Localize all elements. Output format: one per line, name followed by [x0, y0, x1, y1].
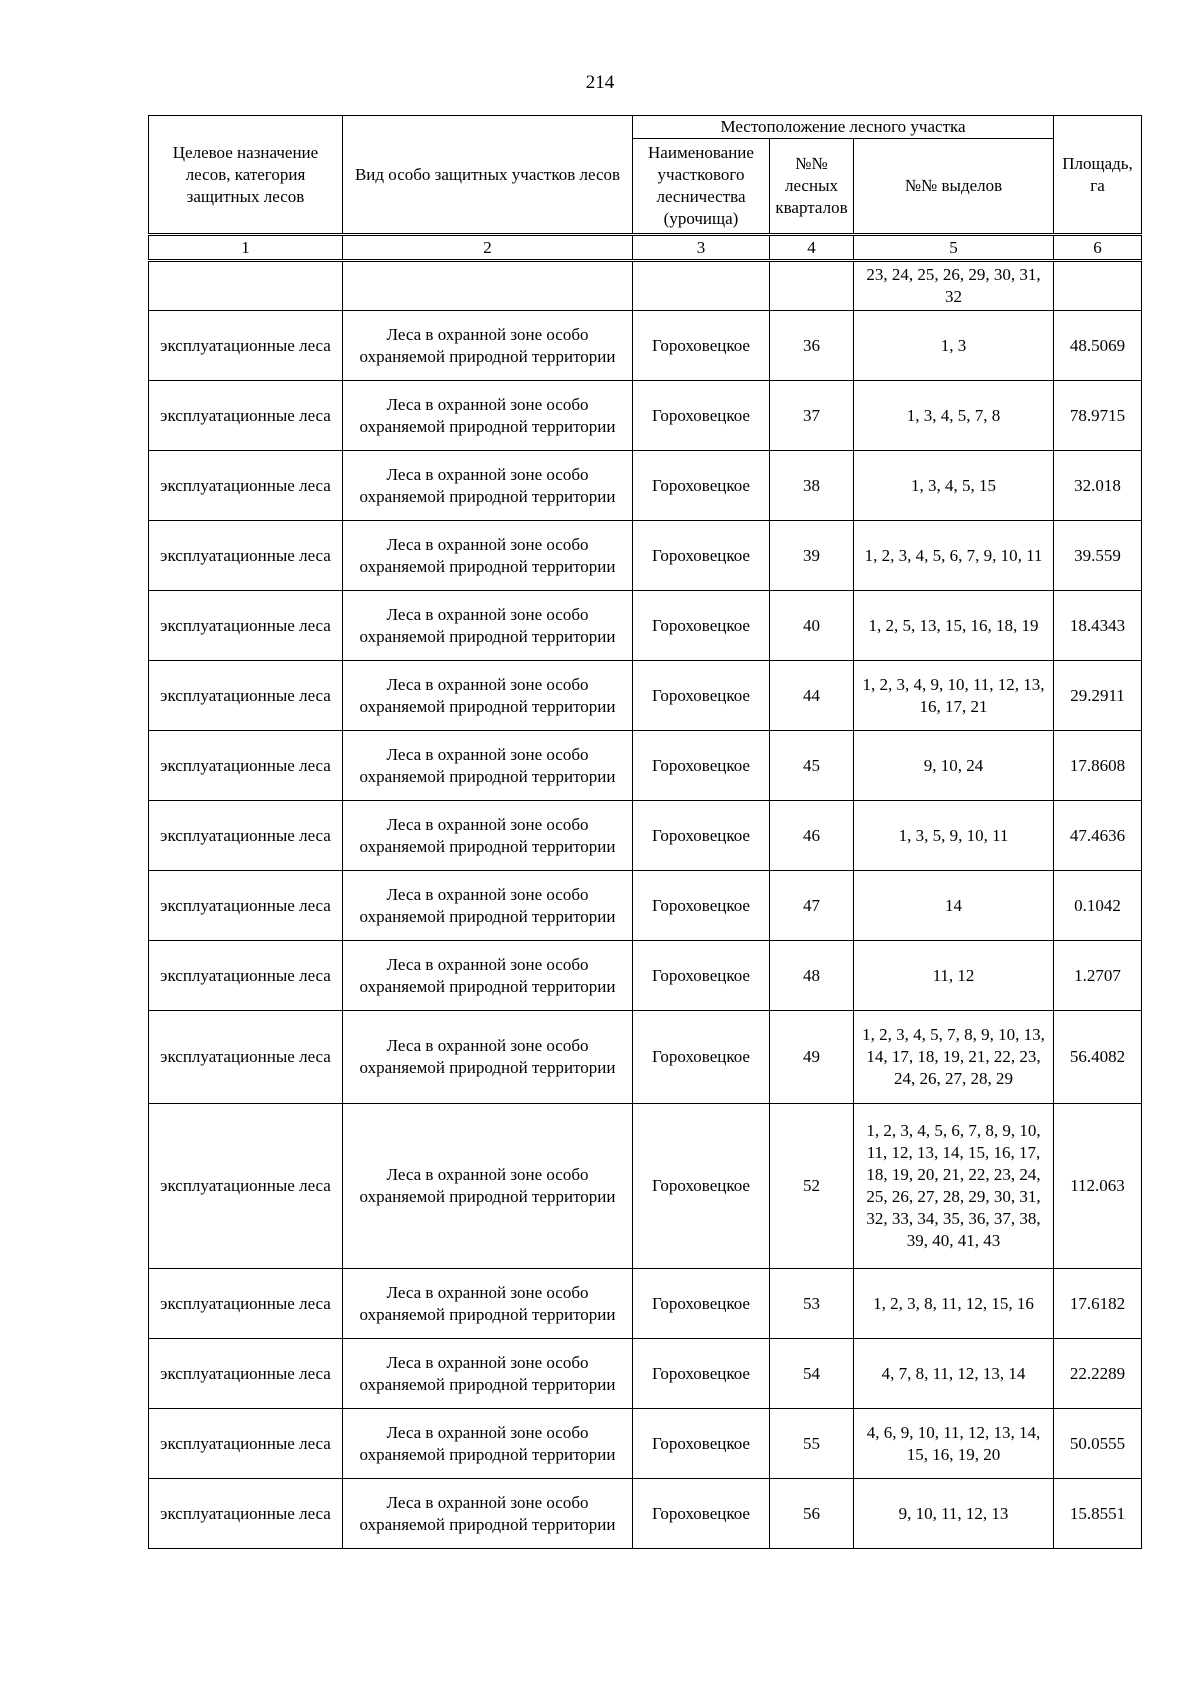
cell-area: 56.4082 — [1054, 1011, 1142, 1104]
header-area: Площадь, га — [1054, 116, 1142, 235]
table-row — [149, 941, 1142, 1011]
cell-quarter: 46 — [770, 801, 854, 871]
cell-quarter: 53 — [770, 1269, 854, 1339]
cell-area: 112.063 — [1054, 1104, 1142, 1269]
cell-forestry: Гороховецкое — [633, 311, 770, 381]
cell-quarter: 45 — [770, 731, 854, 801]
header-protected-type: Вид особо защитных участков лесов — [343, 116, 633, 235]
cell-forestry: Гороховецкое — [633, 941, 770, 1011]
cell-area: 17.6182 — [1054, 1269, 1142, 1339]
cell-purpose: эксплуатационные леса — [149, 661, 343, 731]
cell-quarter: 38 — [770, 451, 854, 521]
cell-forestry: Гороховецкое — [633, 1479, 770, 1549]
cell-plots: 4, 7, 8, 11, 12, 13, 14 — [854, 1339, 1054, 1409]
table-row — [149, 801, 1142, 871]
cell-protected-type: Леса в охранной зоне особо охраняемой природной территории — [343, 661, 633, 731]
cell-protected-type: Леса в охранной зоне особо охраняемой природной территории — [343, 1011, 633, 1104]
cell-protected-type: Леса в охранной зоне особо охраняемой природной территории — [343, 1269, 633, 1339]
cell-plots: 9, 10, 24 — [854, 731, 1054, 801]
cell-protected-type: Леса в охранной зоне особо охраняемой природной территории — [343, 521, 633, 591]
cell-purpose: эксплуатационные леса — [149, 1269, 343, 1339]
header-location-group: Местоположение лесного участка — [633, 116, 1054, 139]
cell-purpose: эксплуатационные леса — [149, 1409, 343, 1479]
table-row — [149, 661, 1142, 731]
cell-area: 18.4343 — [1054, 591, 1142, 661]
cell-quarter: 54 — [770, 1339, 854, 1409]
cell-area: 50.0555 — [1054, 1409, 1142, 1479]
cell-protected-type: Леса в охранной зоне особо охраняемой природной территории — [343, 591, 633, 661]
header-forestry: Наименование участкового лесничества (урочища) — [633, 139, 770, 235]
cell-protected-type: Леса в охранной зоне особо охраняемой природной территории — [343, 801, 633, 871]
table-row-continuation — [149, 261, 1142, 311]
cell-quarter: 52 — [770, 1104, 854, 1269]
cell-plots: 23, 24, 25, 26, 29, 30, 31, 32 — [854, 261, 1054, 311]
cell-plots: 14 — [854, 871, 1054, 941]
column-number: 1 — [149, 235, 343, 261]
cell-quarter: 40 — [770, 591, 854, 661]
cell-plots: 1, 2, 3, 4, 5, 6, 7, 9, 10, 11 — [854, 521, 1054, 591]
table-row — [149, 591, 1142, 661]
table-header — [149, 116, 1142, 261]
cell-plots: 1, 3, 4, 5, 15 — [854, 451, 1054, 521]
cell-forestry: Гороховецкое — [633, 451, 770, 521]
cell-plots: 4, 6, 9, 10, 11, 12, 13, 14, 15, 16, 19, 20 — [854, 1409, 1054, 1479]
cell-protected-type — [343, 261, 633, 311]
cell-protected-type: Леса в охранной зоне особо охраняемой природной территории — [343, 1339, 633, 1409]
cell-plots: 1, 2, 5, 13, 15, 16, 18, 19 — [854, 591, 1054, 661]
table-row — [149, 1104, 1142, 1269]
cell-purpose: эксплуатационные леса — [149, 871, 343, 941]
table-row — [149, 451, 1142, 521]
table-row — [149, 871, 1142, 941]
forest-plots-table — [148, 115, 1142, 1549]
column-number-row — [149, 235, 1142, 261]
table-row — [149, 1339, 1142, 1409]
cell-plots: 1, 3, 5, 9, 10, 11 — [854, 801, 1054, 871]
cell-area: 47.4636 — [1054, 801, 1142, 871]
cell-quarter: 56 — [770, 1479, 854, 1549]
cell-forestry: Гороховецкое — [633, 1011, 770, 1104]
cell-plots: 1, 2, 3, 4, 5, 7, 8, 9, 10, 13, 14, 17, 18, 19, 21, 22, 23, 24, 26, 27, 28, 29 — [854, 1011, 1054, 1104]
table-row — [149, 1011, 1142, 1104]
cell-forestry: Гороховецкое — [633, 521, 770, 591]
cell-purpose: эксплуатационные леса — [149, 1479, 343, 1549]
cell-area: 78.9715 — [1054, 381, 1142, 451]
page-number: 214 — [585, 72, 615, 93]
cell-quarter: 55 — [770, 1409, 854, 1479]
table-row — [149, 731, 1142, 801]
cell-plots: 1, 3 — [854, 311, 1054, 381]
table-row — [149, 311, 1142, 381]
cell-protected-type: Леса в охранной зоне особо охраняемой природной территории — [343, 311, 633, 381]
cell-forestry: Гороховецкое — [633, 1409, 770, 1479]
table-body — [149, 261, 1142, 1549]
column-number: 4 — [770, 235, 854, 261]
header-plots: №№ выделов — [854, 139, 1054, 235]
cell-forestry: Гороховецкое — [633, 661, 770, 731]
table-row — [149, 1409, 1142, 1479]
cell-protected-type: Леса в охранной зоне особо охраняемой природной территории — [343, 1104, 633, 1269]
cell-purpose: эксплуатационные леса — [149, 451, 343, 521]
cell-protected-type: Леса в охранной зоне особо охраняемой природной территории — [343, 1409, 633, 1479]
cell-forestry: Гороховецкое — [633, 591, 770, 661]
cell-protected-type: Леса в охранной зоне особо охраняемой природной территории — [343, 1479, 633, 1549]
column-number: 5 — [854, 235, 1054, 261]
cell-plots: 9, 10, 11, 12, 13 — [854, 1479, 1054, 1549]
cell-forestry: Гороховецкое — [633, 1339, 770, 1409]
cell-plots: 1, 2, 3, 8, 11, 12, 15, 16 — [854, 1269, 1054, 1339]
cell-forestry: Гороховецкое — [633, 1269, 770, 1339]
table-row — [149, 1269, 1142, 1339]
cell-protected-type: Леса в охранной зоне особо охраняемой природной территории — [343, 871, 633, 941]
cell-forestry — [633, 261, 770, 311]
cell-area: 22.2289 — [1054, 1339, 1142, 1409]
cell-area: 0.1042 — [1054, 871, 1142, 941]
cell-purpose: эксплуатационные леса — [149, 731, 343, 801]
cell-purpose: эксплуатационные леса — [149, 311, 343, 381]
cell-plots: 1, 2, 3, 4, 5, 6, 7, 8, 9, 10, 11, 12, 13, 14, 15, 16, 17, 18, 19, 20, 21, 22, 23, 24, 25, 26, 27, 28, 29, 30, 31, 32, 33, 34, 35, 36, 37, 38, 39, 40, 41, 43 — [854, 1104, 1054, 1269]
table-row — [149, 521, 1142, 591]
cell-forestry: Гороховецкое — [633, 731, 770, 801]
cell-forestry: Гороховецкое — [633, 871, 770, 941]
cell-purpose: эксплуатационные леса — [149, 801, 343, 871]
cell-purpose: эксплуатационные леса — [149, 521, 343, 591]
cell-area: 1.2707 — [1054, 941, 1142, 1011]
cell-forestry: Гороховецкое — [633, 801, 770, 871]
cell-purpose — [149, 261, 343, 311]
cell-quarter: 44 — [770, 661, 854, 731]
cell-quarter: 49 — [770, 1011, 854, 1104]
cell-quarter — [770, 261, 854, 311]
cell-area: 17.8608 — [1054, 731, 1142, 801]
cell-area — [1054, 261, 1142, 311]
cell-plots: 1, 3, 4, 5, 7, 8 — [854, 381, 1054, 451]
cell-area: 29.2911 — [1054, 661, 1142, 731]
cell-forestry: Гороховецкое — [633, 381, 770, 451]
cell-area: 48.5069 — [1054, 311, 1142, 381]
cell-purpose: эксплуатационные леса — [149, 591, 343, 661]
cell-quarter: 37 — [770, 381, 854, 451]
cell-purpose: эксплуатационные леса — [149, 1104, 343, 1269]
cell-protected-type: Леса в охранной зоне особо охраняемой природной территории — [343, 381, 633, 451]
cell-plots: 11, 12 — [854, 941, 1054, 1011]
column-number: 6 — [1054, 235, 1142, 261]
column-number: 2 — [343, 235, 633, 261]
cell-quarter: 39 — [770, 521, 854, 591]
cell-forestry: Гороховецкое — [633, 1104, 770, 1269]
cell-protected-type: Леса в охранной зоне особо охраняемой природной территории — [343, 731, 633, 801]
cell-area: 39.559 — [1054, 521, 1142, 591]
cell-plots: 1, 2, 3, 4, 9, 10, 11, 12, 13, 16, 17, 21 — [854, 661, 1054, 731]
cell-quarter: 48 — [770, 941, 854, 1011]
table-row — [149, 1479, 1142, 1549]
cell-quarter: 47 — [770, 871, 854, 941]
cell-area: 32.018 — [1054, 451, 1142, 521]
column-number: 3 — [633, 235, 770, 261]
cell-purpose: эксплуатационные леса — [149, 381, 343, 451]
cell-protected-type: Леса в охранной зоне особо охраняемой природной территории — [343, 941, 633, 1011]
cell-purpose: эксплуатационные леса — [149, 941, 343, 1011]
header-quarters: №№ лесных кварталов — [770, 139, 854, 235]
header-purpose: Целевое назначение лесов, категория защитных лесов — [149, 116, 343, 235]
cell-purpose: эксплуатационные леса — [149, 1011, 343, 1104]
cell-purpose: эксплуатационные леса — [149, 1339, 343, 1409]
cell-protected-type: Леса в охранной зоне особо охраняемой природной территории — [343, 451, 633, 521]
table-row — [149, 381, 1142, 451]
cell-quarter: 36 — [770, 311, 854, 381]
cell-area: 15.8551 — [1054, 1479, 1142, 1549]
